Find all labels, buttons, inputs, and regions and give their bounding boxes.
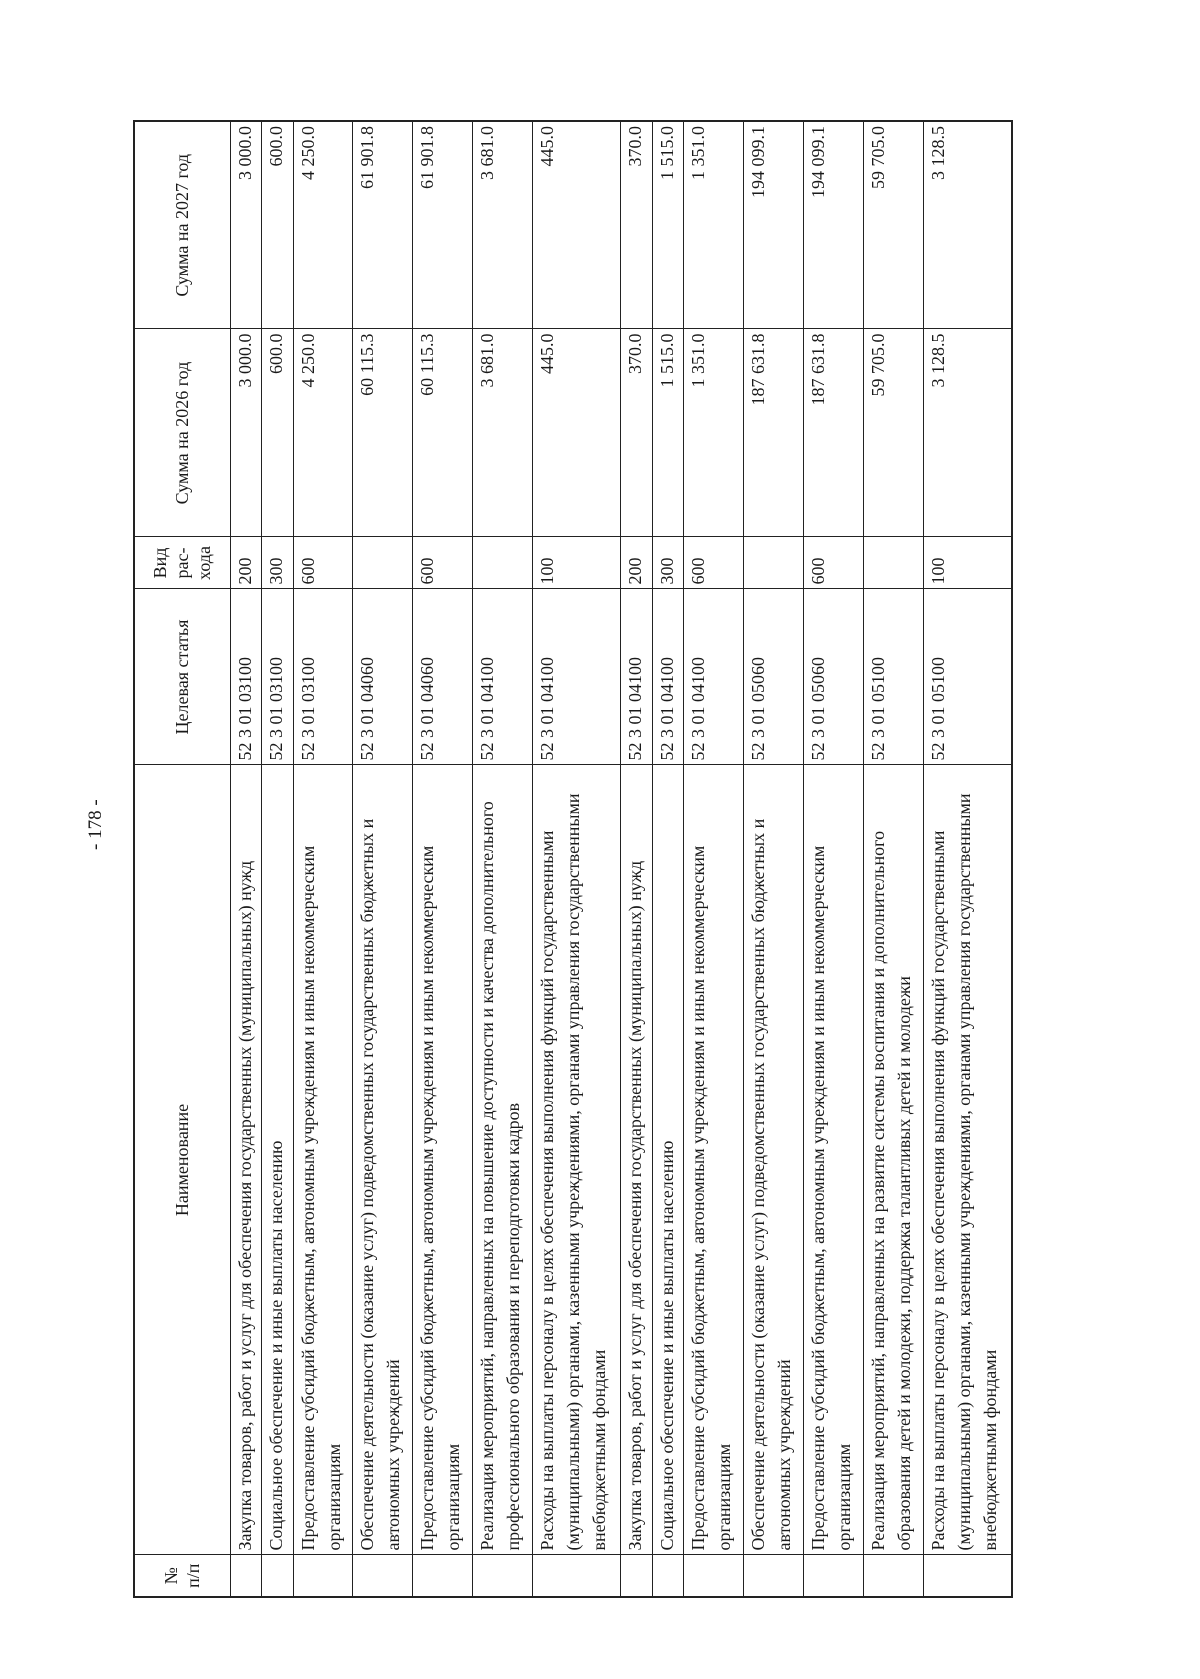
rotated-page [133, 122, 1013, 1598]
cell-num [353, 1555, 413, 1597]
cell-sum2027: 1 351.0 [684, 121, 744, 329]
cell-num [923, 1555, 1012, 1597]
cell-sum2027: 61 901.8 [413, 121, 473, 329]
cell-sum2027: 1 515.0 [652, 121, 684, 329]
cell-target: 52 3 01 03100 [293, 589, 353, 765]
cell-sum2027: 370.0 [621, 121, 653, 329]
header-name: Наименование [134, 765, 230, 1555]
header-num: № п/п [134, 1555, 230, 1597]
cell-sum2026: 60 115.3 [413, 329, 473, 537]
header-sum-2026: Сумма на 2026 год [134, 329, 230, 537]
cell-num [652, 1555, 684, 1597]
cell-sum2027: 61 901.8 [353, 121, 413, 329]
cell-name: Обеспечение деятельности (оказание услуг) подведомственных государственных бюджетных и автономных учреждений [353, 765, 413, 1555]
cell-target: 52 3 01 04100 [473, 589, 533, 765]
cell-kind: 200 [621, 537, 653, 589]
cell-name: Закупка товаров, работ и услуг для обеспечения государственных (муниципальных) нужд [621, 765, 653, 1555]
cell-sum2027: 194 099.1 [804, 121, 864, 329]
table-body [230, 121, 1012, 1597]
header-kind: Вид рас-хода [134, 537, 230, 589]
cell-name: Расходы на выплаты персоналу в целях обеспечения выполнения функций государственными (муниципальными) органами, казенными учреждениями, органами управления государственными внебюджетными фондами [533, 765, 621, 1555]
cell-target: 52 3 01 03100 [230, 589, 262, 765]
cell-target: 52 3 01 04100 [684, 589, 744, 765]
cell-kind: 600 [684, 537, 744, 589]
cell-sum2026: 370.0 [621, 329, 653, 537]
cell-kind [744, 537, 804, 589]
cell-sum2027: 3 128.5 [923, 121, 1012, 329]
cell-num [744, 1555, 804, 1597]
cell-sum2026: 3 128.5 [923, 329, 1012, 537]
cell-name: Предоставление субсидий бюджетным, автономным учреждениям и иным некоммерческим организациям [804, 765, 864, 1555]
table-row [230, 121, 262, 1597]
cell-name: Предоставление субсидий бюджетным, автономным учреждениям и иным некоммерческим организациям [413, 765, 473, 1555]
cell-target: 52 3 01 04100 [652, 589, 684, 765]
cell-num [621, 1555, 653, 1597]
table-header-row [134, 121, 230, 1597]
cell-sum2027: 600.0 [262, 121, 294, 329]
table-row [621, 121, 653, 1597]
cell-target: 52 3 01 05100 [863, 589, 923, 765]
cell-num [473, 1555, 533, 1597]
cell-kind: 600 [293, 537, 353, 589]
cell-sum2027: 194 099.1 [744, 121, 804, 329]
cell-name: Социальное обеспечение и иные выплаты населению [652, 765, 684, 1555]
cell-kind: 600 [413, 537, 473, 589]
cell-kind [353, 537, 413, 589]
cell-kind: 300 [652, 537, 684, 589]
cell-sum2026: 4 250.0 [293, 329, 353, 537]
cell-target: 52 3 01 04060 [353, 589, 413, 765]
cell-name: Предоставление субсидий бюджетным, автономным учреждениям и иным некоммерческим организациям [684, 765, 744, 1555]
cell-sum2026: 3 681.0 [473, 329, 533, 537]
cell-sum2026: 1 515.0 [652, 329, 684, 537]
cell-num [230, 1555, 262, 1597]
cell-sum2026: 60 115.3 [353, 329, 413, 537]
page-number: - 178 - [85, 799, 106, 850]
cell-kind: 600 [804, 537, 864, 589]
cell-name: Реализация мероприятий, направленных на повышение доступности и качества дополнительного профессионального образования и переподготовки кадров [473, 765, 533, 1555]
cell-name: Обеспечение деятельности (оказание услуг) подведомственных государственных бюджетных и автономных учреждений [744, 765, 804, 1555]
cell-kind [473, 537, 533, 589]
cell-target: 52 3 01 05100 [923, 589, 1012, 765]
table-row [353, 121, 413, 1597]
cell-sum2026: 1 351.0 [684, 329, 744, 537]
cell-kind: 300 [262, 537, 294, 589]
table-row [293, 121, 353, 1597]
cell-num [863, 1555, 923, 1597]
header-sum-2027: Сумма на 2027 год [134, 121, 230, 329]
table-row [262, 121, 294, 1597]
table-row [684, 121, 744, 1597]
table-row [652, 121, 684, 1597]
cell-sum2026: 600.0 [262, 329, 294, 537]
cell-name: Предоставление субсидий бюджетным, автономным учреждениям и иным некоммерческим организациям [293, 765, 353, 1555]
cell-target: 52 3 01 05060 [744, 589, 804, 765]
cell-name: Социальное обеспечение и иные выплаты населению [262, 765, 294, 1555]
table-row [473, 121, 533, 1597]
cell-sum2026: 187 631.8 [804, 329, 864, 537]
table-row [533, 121, 621, 1597]
cell-num [413, 1555, 473, 1597]
table-row [863, 121, 923, 1597]
cell-target: 52 3 01 03100 [262, 589, 294, 765]
table-row [804, 121, 864, 1597]
cell-num [533, 1555, 621, 1597]
cell-sum2027: 445.0 [533, 121, 621, 329]
table-row [413, 121, 473, 1597]
cell-kind [863, 537, 923, 589]
cell-kind: 100 [923, 537, 1012, 589]
table-row [744, 121, 804, 1597]
cell-sum2026: 59 705.0 [863, 329, 923, 537]
cell-num [804, 1555, 864, 1597]
header-target: Целевая статья [134, 589, 230, 765]
cell-sum2026: 3 000.0 [230, 329, 262, 537]
cell-sum2026: 187 631.8 [744, 329, 804, 537]
cell-kind: 100 [533, 537, 621, 589]
cell-sum2027: 59 705.0 [863, 121, 923, 329]
cell-num [262, 1555, 294, 1597]
cell-target: 52 3 01 04100 [621, 589, 653, 765]
cell-target: 52 3 01 04100 [533, 589, 621, 765]
cell-name: Закупка товаров, работ и услуг для обеспечения государственных (муниципальных) нужд [230, 765, 262, 1555]
cell-target: 52 3 01 05060 [804, 589, 864, 765]
cell-num [684, 1555, 744, 1597]
cell-sum2027: 3 681.0 [473, 121, 533, 329]
cell-num [293, 1555, 353, 1597]
table-row [923, 121, 1012, 1597]
cell-sum2027: 3 000.0 [230, 121, 262, 329]
cell-name: Расходы на выплаты персоналу в целях обеспечения выполнения функций государственными (муниципальными) органами, казенными учреждениями, органами управления государственными внебюджетными фондами [923, 765, 1012, 1555]
cell-name: Реализация мероприятий, направленных на развитие системы воспитания и дополнительного образования детей и молодежи, поддержка талантливых детей и молодежи [863, 765, 923, 1555]
cell-target: 52 3 01 04060 [413, 589, 473, 765]
budget-table [133, 120, 1013, 1598]
cell-sum2027: 4 250.0 [293, 121, 353, 329]
cell-sum2026: 445.0 [533, 329, 621, 537]
cell-kind: 200 [230, 537, 262, 589]
